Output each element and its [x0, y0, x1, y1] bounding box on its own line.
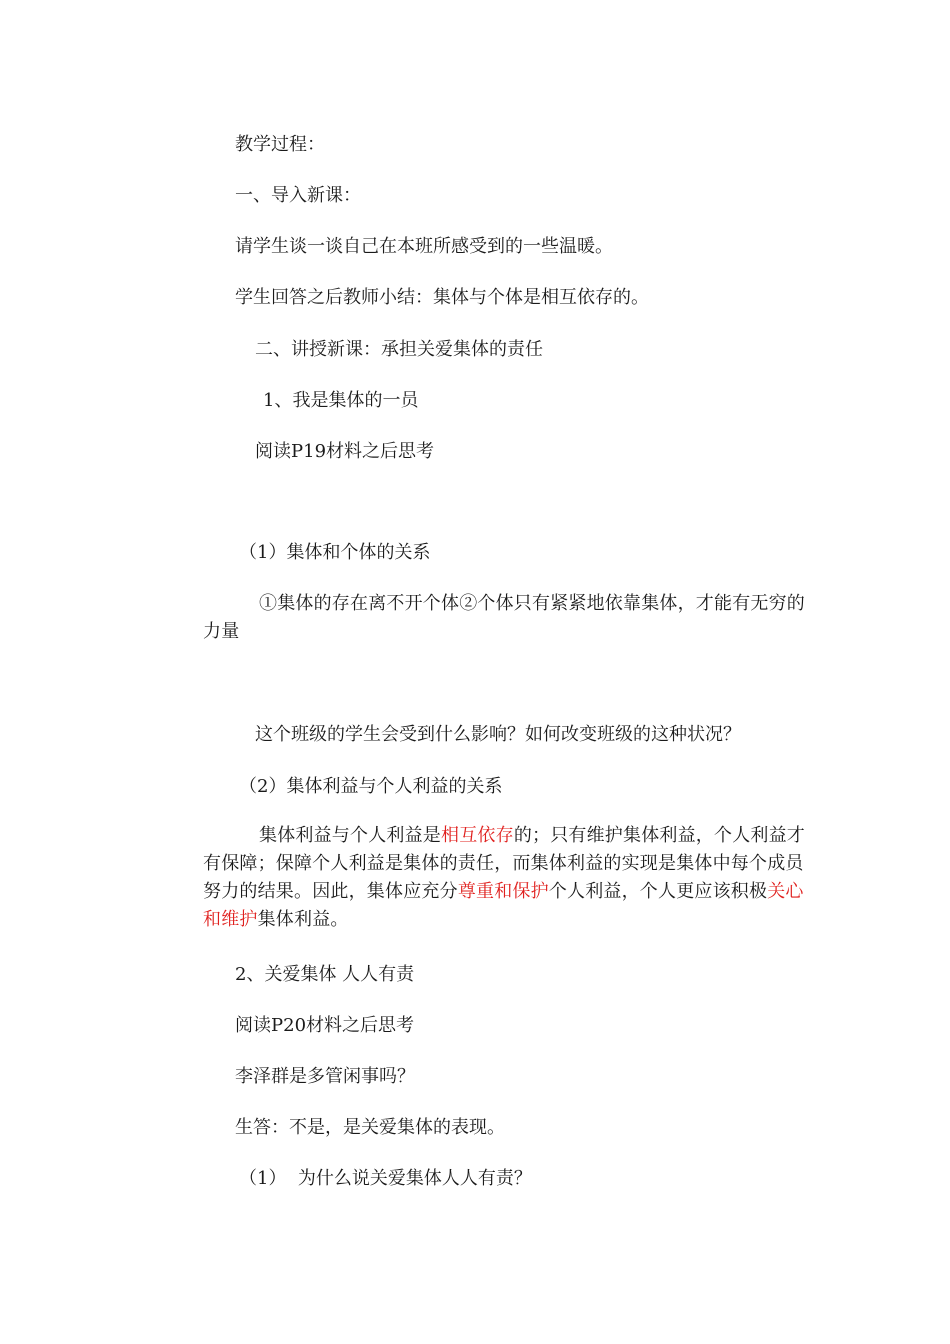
highlight-care-maintain: 关心和维护 [203, 881, 804, 930]
answer-text-1: 集体利益与个人利益是 [259, 825, 441, 846]
section-new-lesson: 二、讲授新课：承担关爱集体的责任 [255, 339, 543, 360]
answer-text-3: 个人利益，个人更应该积极 [548, 881, 768, 902]
subsection-member: 1、我是集体的一员 [263, 390, 419, 411]
paragraph-warmth: 请学生谈一谈自己在本班所感受到的一些温暖。 [235, 236, 613, 257]
answer-text-4: 集体利益。 [257, 909, 349, 930]
section-intro: 一、导入新课： [235, 185, 361, 206]
answer-relation: ①集体的存在离不开个体②个体只有紧紧地依靠集体，才能有无穷的力量 [203, 593, 805, 642]
subsection-care: 2、关爱集体 人人有责 [235, 964, 415, 985]
student-answer: 生答：不是，是关爱集体的表现。 [235, 1117, 505, 1138]
answer-text-2: 的；只有维护集体利益，个人利益才有保障；保障个人利益是集体的责任，而集体利益的实现是集体中每个成员努力的结果。因此，集体应充分 [203, 825, 806, 902]
answer-interest-relation [203, 822, 807, 934]
question-why-responsibility: （1） 为什么说关爱集体人人有责？ [239, 1168, 532, 1189]
highlight-respect-protect: 尊重和保护 [457, 881, 549, 902]
question-li-zequn: 李泽群是多管闲事吗？ [235, 1066, 415, 1087]
question-class-impact: 这个班级的学生会受到什么影响？如何改变班级的这种状况？ [255, 724, 741, 745]
question-relation: （1）集体和个体的关系 [239, 542, 431, 563]
heading-teaching-process: 教学过程： [235, 134, 325, 155]
reading-p19: 阅读P19材料之后思考 [255, 441, 435, 462]
question-interest-relation: （2）集体利益与个人利益的关系 [239, 776, 503, 797]
reading-p20: 阅读P20材料之后思考 [235, 1015, 415, 1036]
paragraph-summary: 学生回答之后教师小结：集体与个体是相互依存的。 [235, 287, 649, 308]
highlight-interdependent: 相互依存 [441, 825, 514, 846]
